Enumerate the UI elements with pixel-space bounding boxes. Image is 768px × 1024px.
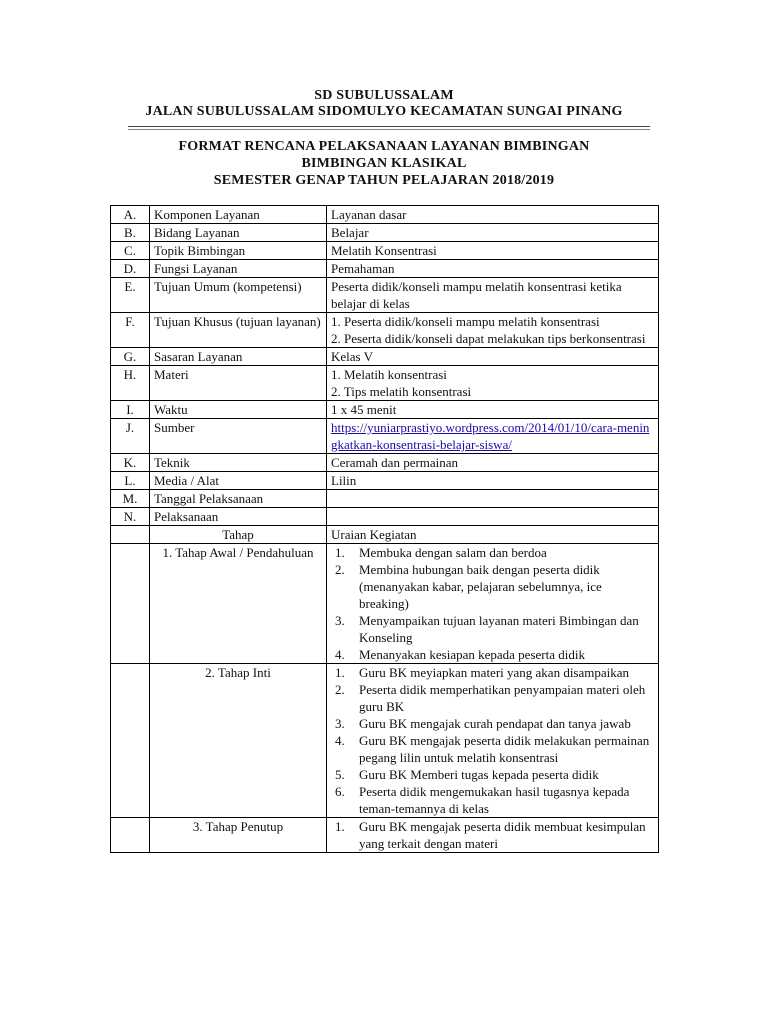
row-letter: F. bbox=[111, 313, 150, 348]
row-letter: N. bbox=[111, 508, 150, 526]
empty-cell bbox=[111, 544, 150, 664]
row-label: Waktu bbox=[150, 401, 327, 419]
list-item bbox=[331, 732, 654, 766]
list-item bbox=[331, 783, 654, 817]
activities-header-row bbox=[111, 526, 659, 544]
school-name: SD SUBULUSSALAM bbox=[314, 88, 454, 103]
step-number: 6. bbox=[335, 784, 345, 799]
stage-steps bbox=[327, 664, 659, 818]
step-text: Guru BK Memberi tugas kepada peserta didik bbox=[359, 767, 599, 782]
table-row bbox=[111, 313, 659, 348]
list-item bbox=[331, 681, 654, 715]
row-value: Melatih Konsentrasi bbox=[327, 242, 659, 260]
row-letter: D. bbox=[111, 260, 150, 278]
row-value: 1 x 45 menit bbox=[327, 401, 659, 419]
row-label: Tujuan Umum (kompetensi) bbox=[150, 278, 327, 313]
row-value: Pemahaman bbox=[327, 260, 659, 278]
list-item bbox=[331, 715, 654, 732]
row-letter: E. bbox=[111, 278, 150, 313]
step-text: Guru BK mengajak curah pendapat dan tanya jawab bbox=[359, 716, 631, 731]
stage-name: 2. Tahap Inti bbox=[150, 664, 327, 818]
row-value: Ceramah dan permainan bbox=[327, 454, 659, 472]
row-letter: A. bbox=[111, 206, 150, 224]
row-value: Kelas V bbox=[327, 348, 659, 366]
row-letter: C. bbox=[111, 242, 150, 260]
step-number: 2. bbox=[335, 562, 345, 577]
step-number: 4. bbox=[335, 647, 345, 662]
row-value-list bbox=[327, 366, 659, 401]
row-value: Belajar bbox=[327, 224, 659, 242]
row-letter: I. bbox=[111, 401, 150, 419]
list-item bbox=[331, 818, 654, 852]
list-item: 1. Melatih konsentrasi bbox=[331, 367, 447, 382]
table-row bbox=[111, 224, 659, 242]
step-text: Guru BK mengajak peserta didik melakukan permainan pegang lilin untuk melatih konsentrasi bbox=[359, 733, 650, 765]
stage-name: 3. Tahap Penutup bbox=[150, 818, 327, 853]
plan-table bbox=[110, 205, 659, 853]
step-number: 5. bbox=[335, 767, 345, 782]
step-number: 1. bbox=[335, 819, 345, 834]
empty-cell bbox=[111, 818, 150, 853]
row-value bbox=[327, 508, 659, 526]
step-text: Guru BK mengajak peserta didik membuat kesimpulan yang terkait dengan materi bbox=[359, 819, 646, 851]
row-label: Sasaran Layanan bbox=[150, 348, 327, 366]
list-item bbox=[331, 646, 654, 663]
stage-row bbox=[111, 544, 659, 664]
table-row bbox=[111, 472, 659, 490]
list-item: 2. Tips melatih konsentrasi bbox=[331, 384, 472, 399]
stage-steps bbox=[327, 818, 659, 853]
step-text: Menyampaikan tujuan layanan materi Bimbingan dan Konseling bbox=[359, 613, 639, 645]
document-title-line2: BIMBINGAN KLASIKAL bbox=[301, 156, 467, 171]
row-label: Bidang Layanan bbox=[150, 224, 327, 242]
row-label: Tanggal Pelaksanaan bbox=[150, 490, 327, 508]
row-value: Layanan dasar bbox=[327, 206, 659, 224]
row-label: Materi bbox=[150, 366, 327, 401]
list-item bbox=[331, 664, 654, 681]
row-value bbox=[327, 490, 659, 508]
row-value: Lilin bbox=[327, 472, 659, 490]
table-row bbox=[111, 242, 659, 260]
school-address: JALAN SUBULUSSALAM SIDOMULYO KECAMATAN SUNGAI PINANG bbox=[145, 104, 623, 119]
list-item bbox=[331, 612, 654, 646]
row-value: Peserta didik/konseli mampu melatih konsentrasi ketika belajar di kelas bbox=[327, 278, 659, 313]
table-row bbox=[111, 260, 659, 278]
step-text: Membuka dengan salam dan berdoa bbox=[359, 545, 547, 560]
header-divider bbox=[128, 126, 650, 127]
row-letter: M. bbox=[111, 490, 150, 508]
table-row bbox=[111, 508, 659, 526]
step-number: 1. bbox=[335, 665, 345, 680]
table-row bbox=[111, 278, 659, 313]
table-row bbox=[111, 401, 659, 419]
table-row bbox=[111, 454, 659, 472]
column-header-stage: Tahap bbox=[150, 526, 327, 544]
list-item bbox=[331, 766, 654, 783]
table-row bbox=[111, 366, 659, 401]
table-row bbox=[111, 490, 659, 508]
document-title-line1: FORMAT RENCANA PELAKSANAAN LAYANAN BIMBINGAN bbox=[178, 139, 590, 154]
row-letter: H. bbox=[111, 366, 150, 401]
step-number: 4. bbox=[335, 733, 345, 748]
row-label: Topik Bimbingan bbox=[150, 242, 327, 260]
column-header-description: Uraian Kegiatan bbox=[327, 526, 659, 544]
list-item bbox=[331, 561, 654, 612]
row-label: Pelaksanaan bbox=[150, 508, 327, 526]
row-letter: K. bbox=[111, 454, 150, 472]
header-divider-thin bbox=[128, 129, 650, 130]
step-number: 1. bbox=[335, 545, 345, 560]
step-number: 3. bbox=[335, 613, 345, 628]
row-value bbox=[327, 419, 659, 454]
step-number: 2. bbox=[335, 682, 345, 697]
table-row bbox=[111, 419, 659, 454]
list-item bbox=[331, 544, 654, 561]
row-letter: L. bbox=[111, 472, 150, 490]
list-item: 1. Peserta didik/konseli mampu melatih konsentrasi bbox=[331, 314, 600, 329]
row-letter: B. bbox=[111, 224, 150, 242]
stage-steps bbox=[327, 544, 659, 664]
document-title-line3: SEMESTER GENAP TAHUN PELAJARAN 2018/2019 bbox=[213, 173, 555, 188]
list-item: 2. Peserta didik/konseli dapat melakukan tips berkonsentrasi bbox=[331, 331, 646, 346]
stage-row bbox=[111, 664, 659, 818]
row-letter: G. bbox=[111, 348, 150, 366]
empty-cell bbox=[111, 526, 150, 544]
row-label: Fungsi Layanan bbox=[150, 260, 327, 278]
source-link[interactable]: https://yuniarprastiyo.wordpress.com/2014/01/10/cara-meningkatkan-konsentrasi-belajar-siswa/ bbox=[331, 420, 650, 452]
row-value-list bbox=[327, 313, 659, 348]
table-row bbox=[111, 348, 659, 366]
row-label: Komponen Layanan bbox=[150, 206, 327, 224]
step-text: Guru BK meyiapkan materi yang akan disampaikan bbox=[359, 665, 630, 680]
row-letter: J. bbox=[111, 419, 150, 454]
step-text: Menanyakan kesiapan kepada peserta didik bbox=[359, 647, 585, 662]
table-row bbox=[111, 206, 659, 224]
step-text: Peserta didik mengemukakan hasil tugasnya kepada teman-temannya di kelas bbox=[359, 784, 630, 816]
step-number: 3. bbox=[335, 716, 345, 731]
empty-cell bbox=[111, 664, 150, 818]
row-label: Tujuan Khusus (tujuan layanan) bbox=[150, 313, 327, 348]
row-label: Teknik bbox=[150, 454, 327, 472]
stage-name: 1. Tahap Awal / Pendahuluan bbox=[150, 544, 327, 664]
step-text: Peserta didik memperhatikan penyampaian materi oleh guru BK bbox=[359, 682, 646, 714]
step-text: Membina hubungan baik dengan peserta didik (menanyakan kabar, pelajaran sebelumnya, ice breaking) bbox=[359, 562, 602, 611]
row-label: Sumber bbox=[150, 419, 327, 454]
stage-row bbox=[111, 818, 659, 853]
row-label: Media / Alat bbox=[150, 472, 327, 490]
